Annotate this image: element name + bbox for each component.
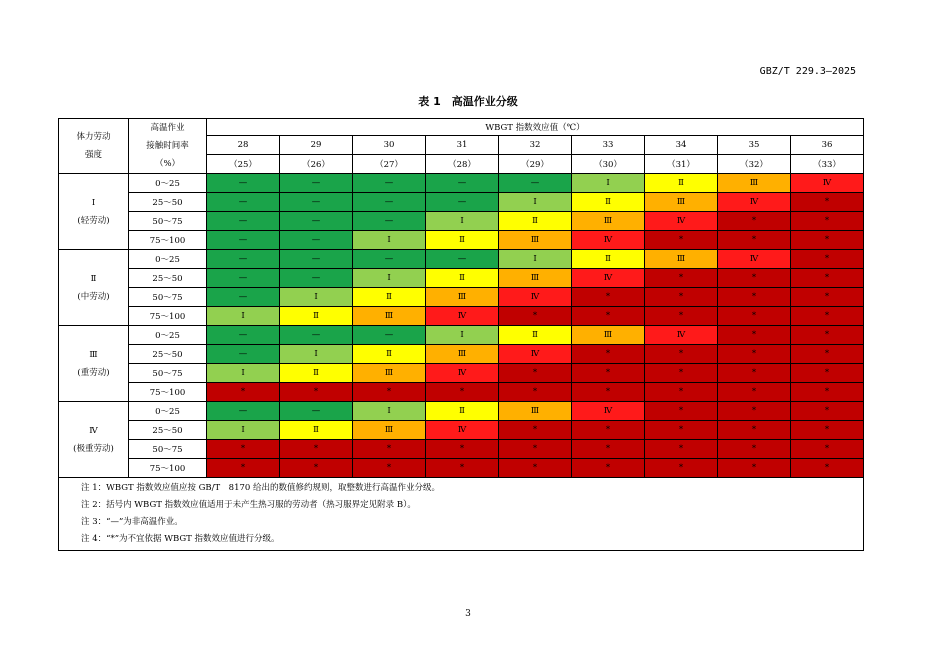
grade-cell: Ⅲ — [353, 364, 426, 383]
grade-cell: * — [791, 459, 864, 478]
grade-cell: * — [499, 459, 572, 478]
grade-cell: — — [353, 193, 426, 212]
grade-cell: * — [499, 440, 572, 459]
grade-cell: * — [718, 421, 791, 440]
grade-cell: Ⅱ — [645, 174, 718, 193]
grade-cell: * — [499, 383, 572, 402]
grade-cell: * — [645, 288, 718, 307]
grade-cell: Ⅱ — [499, 326, 572, 345]
grade-cell: * — [645, 402, 718, 421]
grade-cell: * — [718, 440, 791, 459]
note-3: 注 3：“—”为非高温作业。 — [81, 517, 183, 527]
note-2: 注 2：括号内 WBGT 指数效应值适用于未产生热习服的劳动者（热习服界定见附录 B）。 — [81, 500, 416, 510]
labor-level-label: Ⅰ (轻劳动) — [59, 174, 129, 250]
grade-cell: — — [207, 269, 280, 288]
grade-cell: Ⅲ — [572, 212, 645, 231]
grade-cell: * — [426, 459, 499, 478]
grade-cell: * — [718, 345, 791, 364]
grade-cell: * — [718, 383, 791, 402]
wbgt-value: 28 — [207, 136, 280, 155]
table-row — [59, 421, 864, 440]
grade-cell: — — [207, 174, 280, 193]
exposure-rate-cell: 0～25 — [129, 174, 207, 193]
table-row — [59, 174, 864, 193]
grade-cell: * — [791, 307, 864, 326]
wbgt-value-unacclimatized: （30） — [572, 155, 645, 174]
grade-cell: * — [280, 459, 353, 478]
exposure-rate-cell: 75～100 — [129, 383, 207, 402]
exposure-rate-cell: 25～50 — [129, 421, 207, 440]
wbgt-value-unacclimatized: （28） — [426, 155, 499, 174]
wbgt-value-unacclimatized: （29） — [499, 155, 572, 174]
grade-cell: — — [207, 250, 280, 269]
grade-cell: — — [280, 174, 353, 193]
grade-cell: Ⅰ — [426, 212, 499, 231]
grade-cell: Ⅲ — [718, 174, 791, 193]
grade-cell: Ⅳ — [645, 212, 718, 231]
grade-cell: Ⅲ — [426, 288, 499, 307]
grade-cell: Ⅱ — [280, 307, 353, 326]
labor-level-label: Ⅳ (极重劳动) — [59, 402, 129, 478]
grade-cell: — — [353, 212, 426, 231]
grade-cell: — — [353, 250, 426, 269]
grade-cell: * — [791, 193, 864, 212]
grade-cell: Ⅲ — [499, 402, 572, 421]
table-row — [59, 288, 864, 307]
table-row — [59, 250, 864, 269]
wbgt-header: WBGT 指数效应值（℃） — [207, 119, 864, 136]
grade-cell: — — [426, 250, 499, 269]
grade-cell: * — [718, 326, 791, 345]
grade-cell: Ⅲ — [572, 326, 645, 345]
grade-cell: Ⅲ — [645, 250, 718, 269]
labor-intensity-header: 体力劳动 强度 — [59, 119, 129, 174]
grade-cell: * — [207, 440, 280, 459]
exposure-rate-cell: 0～25 — [129, 250, 207, 269]
grade-cell: * — [718, 402, 791, 421]
grade-cell: * — [645, 364, 718, 383]
grade-cell: — — [280, 402, 353, 421]
grade-cell: * — [353, 459, 426, 478]
table-row — [59, 212, 864, 231]
grade-cell: * — [645, 269, 718, 288]
wbgt-value-unacclimatized: （32） — [718, 155, 791, 174]
grade-cell: Ⅱ — [426, 402, 499, 421]
grade-cell: * — [645, 421, 718, 440]
grade-cell: Ⅳ — [645, 326, 718, 345]
grade-cell: — — [353, 174, 426, 193]
grade-cell: Ⅰ — [499, 250, 572, 269]
grade-cell: * — [645, 345, 718, 364]
grade-cell: * — [499, 421, 572, 440]
grade-cell: Ⅳ — [426, 307, 499, 326]
grade-cell: — — [280, 326, 353, 345]
grade-cell: * — [280, 440, 353, 459]
grade-cell: Ⅰ — [207, 364, 280, 383]
grade-cell: — — [499, 174, 572, 193]
grade-cell: * — [499, 307, 572, 326]
grade-cell: — — [207, 345, 280, 364]
grade-cell: * — [645, 459, 718, 478]
grade-cell: * — [572, 383, 645, 402]
grade-cell: * — [645, 231, 718, 250]
wbgt-value: 31 — [426, 136, 499, 155]
grade-cell: — — [207, 402, 280, 421]
table-row — [59, 193, 864, 212]
grade-cell: Ⅲ — [499, 231, 572, 250]
grade-cell: Ⅰ — [280, 288, 353, 307]
grade-cell: * — [572, 345, 645, 364]
grade-cell: — — [280, 269, 353, 288]
table-row — [59, 269, 864, 288]
grade-cell: * — [791, 231, 864, 250]
grade-cell: * — [791, 212, 864, 231]
grade-cell: * — [791, 402, 864, 421]
grade-cell: Ⅲ — [499, 269, 572, 288]
table-row — [59, 307, 864, 326]
grade-cell: — — [280, 231, 353, 250]
wbgt-value-unacclimatized: （31） — [645, 155, 718, 174]
grade-cell: * — [718, 212, 791, 231]
grade-cell: Ⅱ — [426, 269, 499, 288]
grade-cell: Ⅳ — [426, 421, 499, 440]
grade-cell: — — [353, 326, 426, 345]
grade-cell: — — [280, 212, 353, 231]
grade-cell: Ⅳ — [718, 250, 791, 269]
grade-cell: * — [426, 383, 499, 402]
grade-cell: Ⅳ — [791, 174, 864, 193]
grade-cell: * — [791, 250, 864, 269]
grade-cell: Ⅲ — [353, 307, 426, 326]
wbgt-value: 29 — [280, 136, 353, 155]
grade-cell: * — [353, 383, 426, 402]
table-row — [59, 364, 864, 383]
grade-cell: — — [207, 193, 280, 212]
wbgt-value: 30 — [353, 136, 426, 155]
grade-cell: * — [718, 269, 791, 288]
grade-cell: * — [645, 383, 718, 402]
exposure-rate-cell: 25～50 — [129, 193, 207, 212]
grade-cell: — — [207, 326, 280, 345]
table-row — [59, 345, 864, 364]
grade-cell: * — [718, 307, 791, 326]
notes-section — [59, 478, 864, 551]
wbgt-value: 36 — [791, 136, 864, 155]
grade-cell: Ⅱ — [572, 193, 645, 212]
grade-cell: Ⅰ — [426, 326, 499, 345]
exposure-rate-cell: 0～25 — [129, 402, 207, 421]
grade-cell: Ⅱ — [572, 250, 645, 269]
labor-level-label: Ⅲ (重劳动) — [59, 326, 129, 402]
grade-cell: * — [499, 364, 572, 383]
table-row — [59, 231, 864, 250]
grade-cell: Ⅱ — [426, 231, 499, 250]
grade-cell: * — [791, 364, 864, 383]
grade-cell: Ⅰ — [207, 421, 280, 440]
grade-cell: Ⅱ — [280, 364, 353, 383]
grade-cell: * — [280, 383, 353, 402]
wbgt-value: 35 — [718, 136, 791, 155]
grade-cell: * — [572, 459, 645, 478]
grade-cell: — — [207, 288, 280, 307]
table-row — [59, 383, 864, 402]
grade-cell: * — [791, 345, 864, 364]
grade-cell: Ⅲ — [426, 345, 499, 364]
grade-cell: Ⅰ — [572, 174, 645, 193]
grade-cell: — — [280, 250, 353, 269]
labor-level-label: Ⅱ (中劳动) — [59, 250, 129, 326]
grade-cell: * — [572, 307, 645, 326]
table-row — [59, 326, 864, 345]
exposure-rate-cell: 75～100 — [129, 231, 207, 250]
wbgt-value: 32 — [499, 136, 572, 155]
page-number: 3 — [465, 609, 471, 619]
grade-cell: * — [572, 440, 645, 459]
grade-cell: * — [791, 326, 864, 345]
grade-cell: Ⅳ — [572, 231, 645, 250]
grade-cell: Ⅳ — [572, 269, 645, 288]
wbgt-value-unacclimatized: （27） — [353, 155, 426, 174]
exposure-rate-header: 高温作业 接触时间率 （%） — [129, 119, 207, 174]
exposure-rate-cell: 25～50 — [129, 269, 207, 288]
grade-cell: * — [718, 231, 791, 250]
table-row — [59, 402, 864, 421]
grade-cell: Ⅰ — [353, 231, 426, 250]
grade-cell: * — [718, 364, 791, 383]
grade-cell: Ⅱ — [353, 288, 426, 307]
grade-cell: * — [718, 288, 791, 307]
table-title: 表 1 高温作业分级 — [418, 95, 518, 108]
table-row — [59, 440, 864, 459]
table-row — [59, 459, 864, 478]
wbgt-value-unacclimatized: （25） — [207, 155, 280, 174]
standard-code: GBZ/T 229.3—2025 — [759, 66, 856, 77]
grade-cell: — — [426, 193, 499, 212]
grade-cell: * — [791, 288, 864, 307]
exposure-rate-cell: 50～75 — [129, 288, 207, 307]
grade-cell: — — [207, 212, 280, 231]
grade-cell: * — [207, 383, 280, 402]
grade-cell: * — [718, 459, 791, 478]
grade-cell: * — [207, 459, 280, 478]
grade-cell: Ⅳ — [426, 364, 499, 383]
wbgt-value: 34 — [645, 136, 718, 155]
grade-cell: Ⅱ — [280, 421, 353, 440]
exposure-rate-cell: 50～75 — [129, 364, 207, 383]
grade-cell: * — [791, 383, 864, 402]
grade-cell: — — [280, 193, 353, 212]
grade-cell: * — [572, 421, 645, 440]
grade-cell: Ⅰ — [207, 307, 280, 326]
grade-cell: * — [426, 440, 499, 459]
grade-cell: Ⅳ — [572, 402, 645, 421]
grade-cell: Ⅳ — [499, 345, 572, 364]
wbgt-value-unacclimatized: （33） — [791, 155, 864, 174]
grade-cell: * — [572, 288, 645, 307]
exposure-rate-cell: 0～25 — [129, 326, 207, 345]
grade-cell: * — [791, 421, 864, 440]
note-1: 注 1：WBGT 指数效应值应按 GB/T 8170 给出的数值修约规则，取整数进行高温作业分级。 — [81, 483, 441, 493]
exposure-rate-cell: 75～100 — [129, 459, 207, 478]
grade-cell: — — [426, 174, 499, 193]
grade-cell: Ⅱ — [499, 212, 572, 231]
grade-cell: Ⅰ — [280, 345, 353, 364]
wbgt-value-unacclimatized: （26） — [280, 155, 353, 174]
note-4: 注 4：“*”为不宜依据 WBGT 指数效应值进行分级。 — [81, 534, 280, 544]
grade-cell: * — [791, 269, 864, 288]
grade-cell: Ⅰ — [353, 402, 426, 421]
grade-cell: Ⅳ — [499, 288, 572, 307]
grade-cell: * — [645, 307, 718, 326]
grade-cell: Ⅰ — [353, 269, 426, 288]
grade-cell: * — [791, 440, 864, 459]
exposure-rate-cell: 50～75 — [129, 212, 207, 231]
grading-table — [58, 118, 864, 551]
grade-cell: * — [645, 440, 718, 459]
grade-cell: — — [207, 231, 280, 250]
exposure-rate-cell: 75～100 — [129, 307, 207, 326]
grade-cell: * — [572, 364, 645, 383]
exposure-rate-cell: 50～75 — [129, 440, 207, 459]
grade-cell: * — [353, 440, 426, 459]
grade-cell: Ⅱ — [353, 345, 426, 364]
grade-cell: Ⅳ — [718, 193, 791, 212]
grade-cell: Ⅲ — [645, 193, 718, 212]
wbgt-value: 33 — [572, 136, 645, 155]
grade-cell: Ⅲ — [353, 421, 426, 440]
exposure-rate-cell: 25～50 — [129, 345, 207, 364]
grade-cell: Ⅰ — [499, 193, 572, 212]
